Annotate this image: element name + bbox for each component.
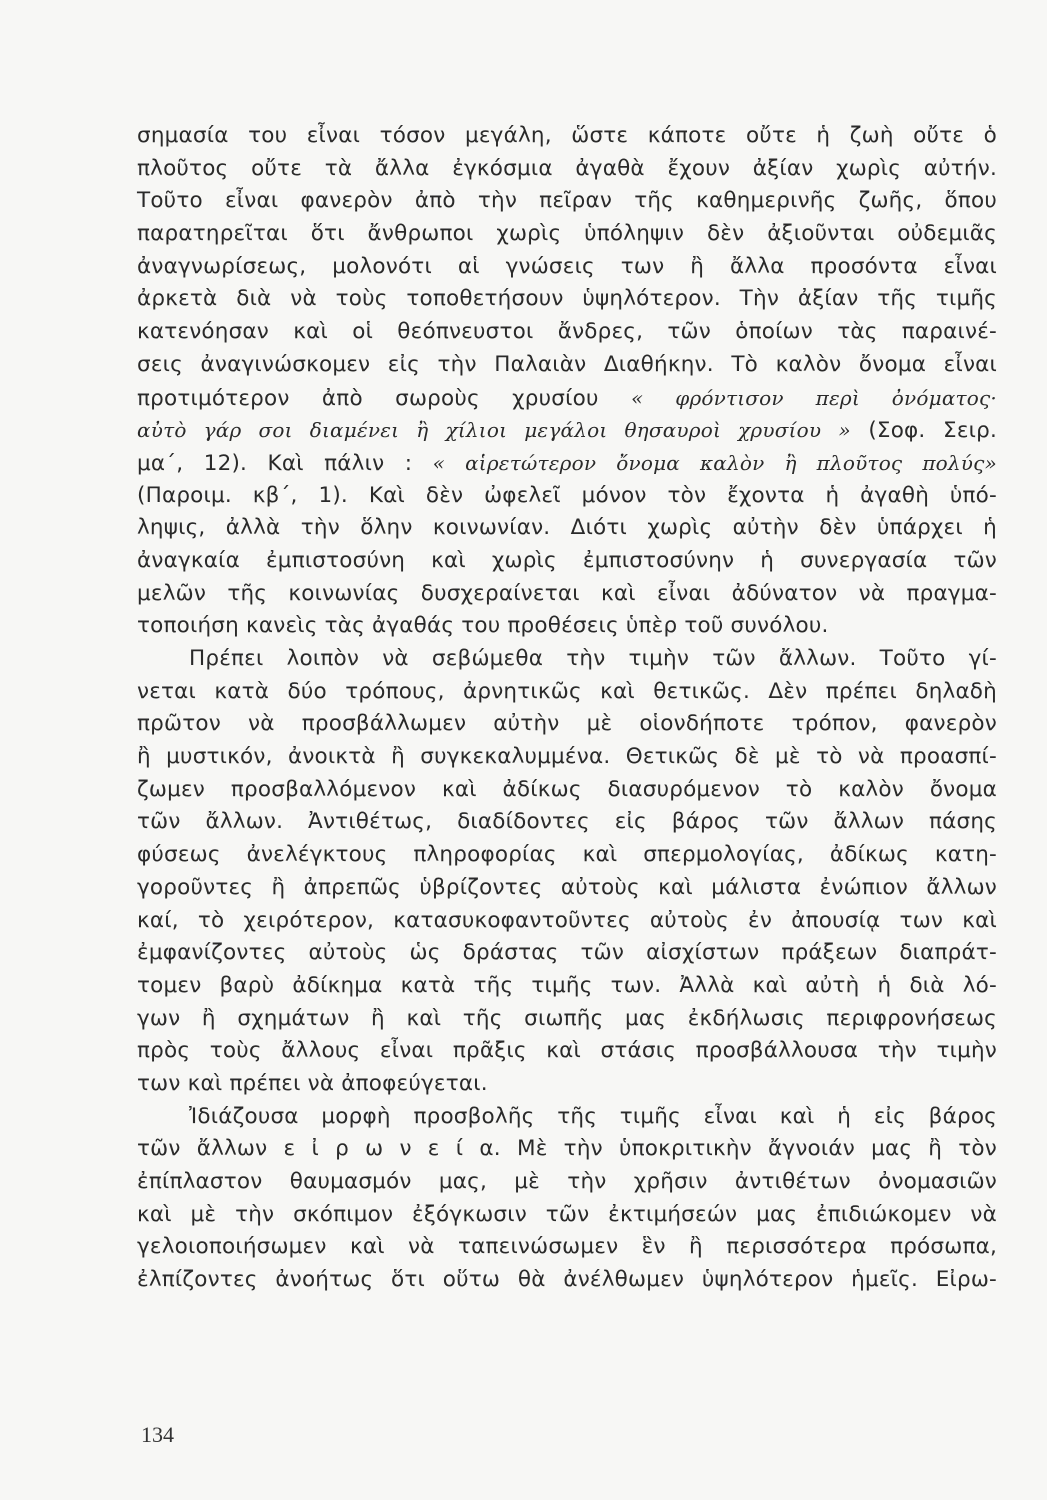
text-line [137,970,997,1003]
text-line [137,1166,997,1199]
text-line [137,806,997,839]
text-line [137,1199,997,1232]
text-segment: νεται κατὰ δύο τρόπους, ἀρνητικῶς καὶ θετικῶς. Δὲν πρέπει δηλαδὴ [137,678,997,704]
text-segment: τοποιήση κανεὶς τὰς ἀγαθάς του προθέσεις ὑπὲρ τοῦ συνόλου. [137,613,829,639]
text-line [137,1101,997,1134]
text-line [137,1231,997,1264]
text-line [137,414,997,447]
text-line [137,1133,997,1166]
text-line [137,185,997,218]
text-line [137,545,997,578]
text-line [137,316,997,349]
text-line [137,1003,997,1036]
text-segment: γοροῦντες ἢ ἀπρεπῶς ὑβρίζοντες αὐτοὺς καὶ μάλιστα ἐνώπιον ἄλλων [137,874,997,900]
text-line [137,120,997,153]
text-segment: σεις ἀναγινώσκομεν εἰς τὴν Παλαιὰν Διαθήκην. Τὸ καλὸν ὄνομα εἶναι [137,351,997,377]
text-segment: Ἰδιάζουσα μορφὴ προσβολῆς τῆς τιμῆς εἶναι καὶ ἡ εἰς βάρος [189,1103,997,1129]
text-segment: των καὶ πρέπει νὰ ἀποφεύγεται. [137,1070,488,1096]
text-segment: καὶ μὲ τὴν σκόπιμον ἐξόγκωσιν τῶν ἐκτιμήσεών μας ἐπιδιώκομεν νὰ [137,1201,997,1227]
text-segment: φύσεως ἀνελέγκτους πληροφορίας καὶ σπερμολογίας, ἀδίκως κατη- [137,842,997,868]
italic-quote: « φρόντισον περὶ ὀνόματος· [630,385,997,410]
text-segment: τῶν ἄλλων ε ἰ ρ ω ν ε ί α. Μὲ τὴν ὑποκριτικὴν ἄγνοιάν μας ἢ τὸν [137,1136,997,1162]
italic-quote: αὐτὸ γάρ σοι διαμένει ἢ χίλιοι μεγάλοι θησαυροὶ χρυσίου » [137,418,851,443]
text-segment: Τοῦτο εἶναι φανερὸν ἀπὸ τὴν πεῖραν τῆς καθημερινῆς ζωῆς, ὅπου [137,188,997,214]
text-line [137,774,997,807]
text-segment: μα΄, 12). Καὶ πάλιν : [137,450,433,476]
text-segment: κατενόησαν καὶ οἱ θεόπνευστοι ἄνδρες, τῶν ὁποίων τὰς παραινέ- [137,319,997,345]
text-segment: ἐλπίζοντες ἀνοήτως ὅτι οὕτω θὰ ἀνέλθωμεν ὑψηλότερον ἡμεῖς. Εἰρω- [137,1267,997,1293]
text-line [137,610,997,643]
text-segment: τῶν ἄλλων. Ἀντιθέτως, διαδίδοντες εἰς βάρος τῶν ἄλλων πάσης [137,809,997,835]
text-line [137,1068,997,1101]
text-segment: ληψις, ἀλλὰ τὴν ὅλην κοινωνίαν. Διότι χωρὶς αὐτὴν δὲν ὑπάρχει ἡ [137,515,997,541]
text-segment: παρατηρεῖται ὅτι ἄνθρωποι χωρὶς ὑπόληψιν δὲν ἀξιοῦνται οὐδεμιᾶς [137,221,997,247]
text-segment: (Παροιμ. κβ΄, 1). Καὶ δὲν ὠφελεῖ μόνον τὸν ἔχοντα ἡ ἀγαθὴ ὑπό- [137,482,997,508]
text-segment: ἐπίπλαστον θαυμασμόν μας, μὲ τὴν χρῆσιν ἀντιθέτων ὀνομασιῶν [137,1169,997,1194]
text-line [137,839,997,872]
text-line [137,447,997,480]
text-segment: ἀναγκαία ἐμπιστοσύνη καὶ χωρὶς ἐμπιστοσύνην ἡ συνεργασία τῶν [137,547,997,573]
text-line [137,1035,997,1068]
text-segment: ἀναγνωρίσεως, μολονότι αἱ γνώσεις των ἢ ἄλλα προσόντα εἶναι [137,253,997,279]
text-line [137,905,997,938]
text-line [137,283,997,316]
text-line [137,218,997,251]
page-number: 134 [141,1422,174,1447]
text-segment: ζωμεν προσβαλλόμενον καὶ ἀδίκως διασυρόμενον τὸ καλὸν ὄνομα [137,776,997,802]
body-text [137,120,997,1297]
text-line [137,480,997,513]
text-segment: ἐμφανίζοντες αὐτοὺς ὡς δράστας τῶν αἰσχίστων πράξεων διαπράτ- [137,940,997,966]
text-segment: πρῶτον νὰ προσβάλλωμεν αὐτὴν μὲ οἱονδήποτε τρόπον, φανερὸν [137,711,997,737]
text-line [137,153,997,186]
text-segment: καί, τὸ χειρότερον, κατασυκοφαντοῦντες αὐτοὺς ἐν ἀπουσίᾳ των καὶ [137,907,997,933]
text-segment: πρὸς τοὺς ἄλλους εἶναι πρᾶξις καὶ στάσις προσβάλλουσα τὴν τιμὴν [137,1038,997,1064]
text-line [137,708,997,741]
text-segment: γελοιοποιήσωμεν καὶ νὰ ταπεινώσωμεν ἓν ἢ περισσότερα πρόσωπα, [137,1234,997,1260]
text-segment: ἀρκετὰ διὰ νὰ τοὺς τοποθετήσουν ὑψηλότερον. Τὴν ἀξίαν τῆς τιμῆς [137,286,997,312]
text-line [137,349,997,382]
text-segment: προτιμότερον ἀπὸ σωροὺς χρυσίου [137,385,631,411]
text-line [137,643,997,676]
text-line [137,512,997,545]
text-segment: τομεν βαρὺ ἀδίκημα κατὰ τῆς τιμῆς των. Ἀλλὰ καὶ αὐτὴ ἡ διὰ λό- [137,972,997,998]
text-line [137,1264,997,1297]
text-line [137,578,997,611]
text-segment: μελῶν τῆς κοινωνίας δυσχεραίνεται καὶ εἶναι ἀδύνατον νὰ πραγμα- [137,580,997,606]
text-segment: (Σοφ. Σειρ. [850,418,997,444]
italic-quote: « αἱρετώτερον ὄνομα καλὸν ἢ πλοῦτος πολύς» [432,450,997,475]
text-segment: ἢ μυστικόν, ἀνοικτὰ ἢ συγκεκαλυμμένα. Θετικῶς δὲ μὲ τὸ νὰ προασπί- [137,744,997,770]
text-segment: πλοῦτος οὔτε τὰ ἄλλα ἐγκόσμια ἀγαθὰ ἔχουν ἀξίαν χωρὶς αὐτήν. [137,155,997,181]
text-line [137,382,997,415]
text-line [137,741,997,774]
text-line [137,251,997,284]
text-segment: σημασία του εἶναι τόσον μεγάλη, ὥστε κάποτε οὔτε ἡ ζωὴ οὔτε ὁ [137,123,997,148]
text-line [137,676,997,709]
text-segment: γων ἢ σχημάτων ἢ καὶ τῆς σιωπῆς μας ἐκδήλωσις περιφρονήσεως [137,1005,997,1031]
text-segment: Πρέπει λοιπὸν νὰ σεβώμεθα τὴν τιμὴν τῶν ἄλλων. Τοῦτο γί- [189,646,997,671]
text-line [137,937,997,970]
text-line [137,872,997,905]
